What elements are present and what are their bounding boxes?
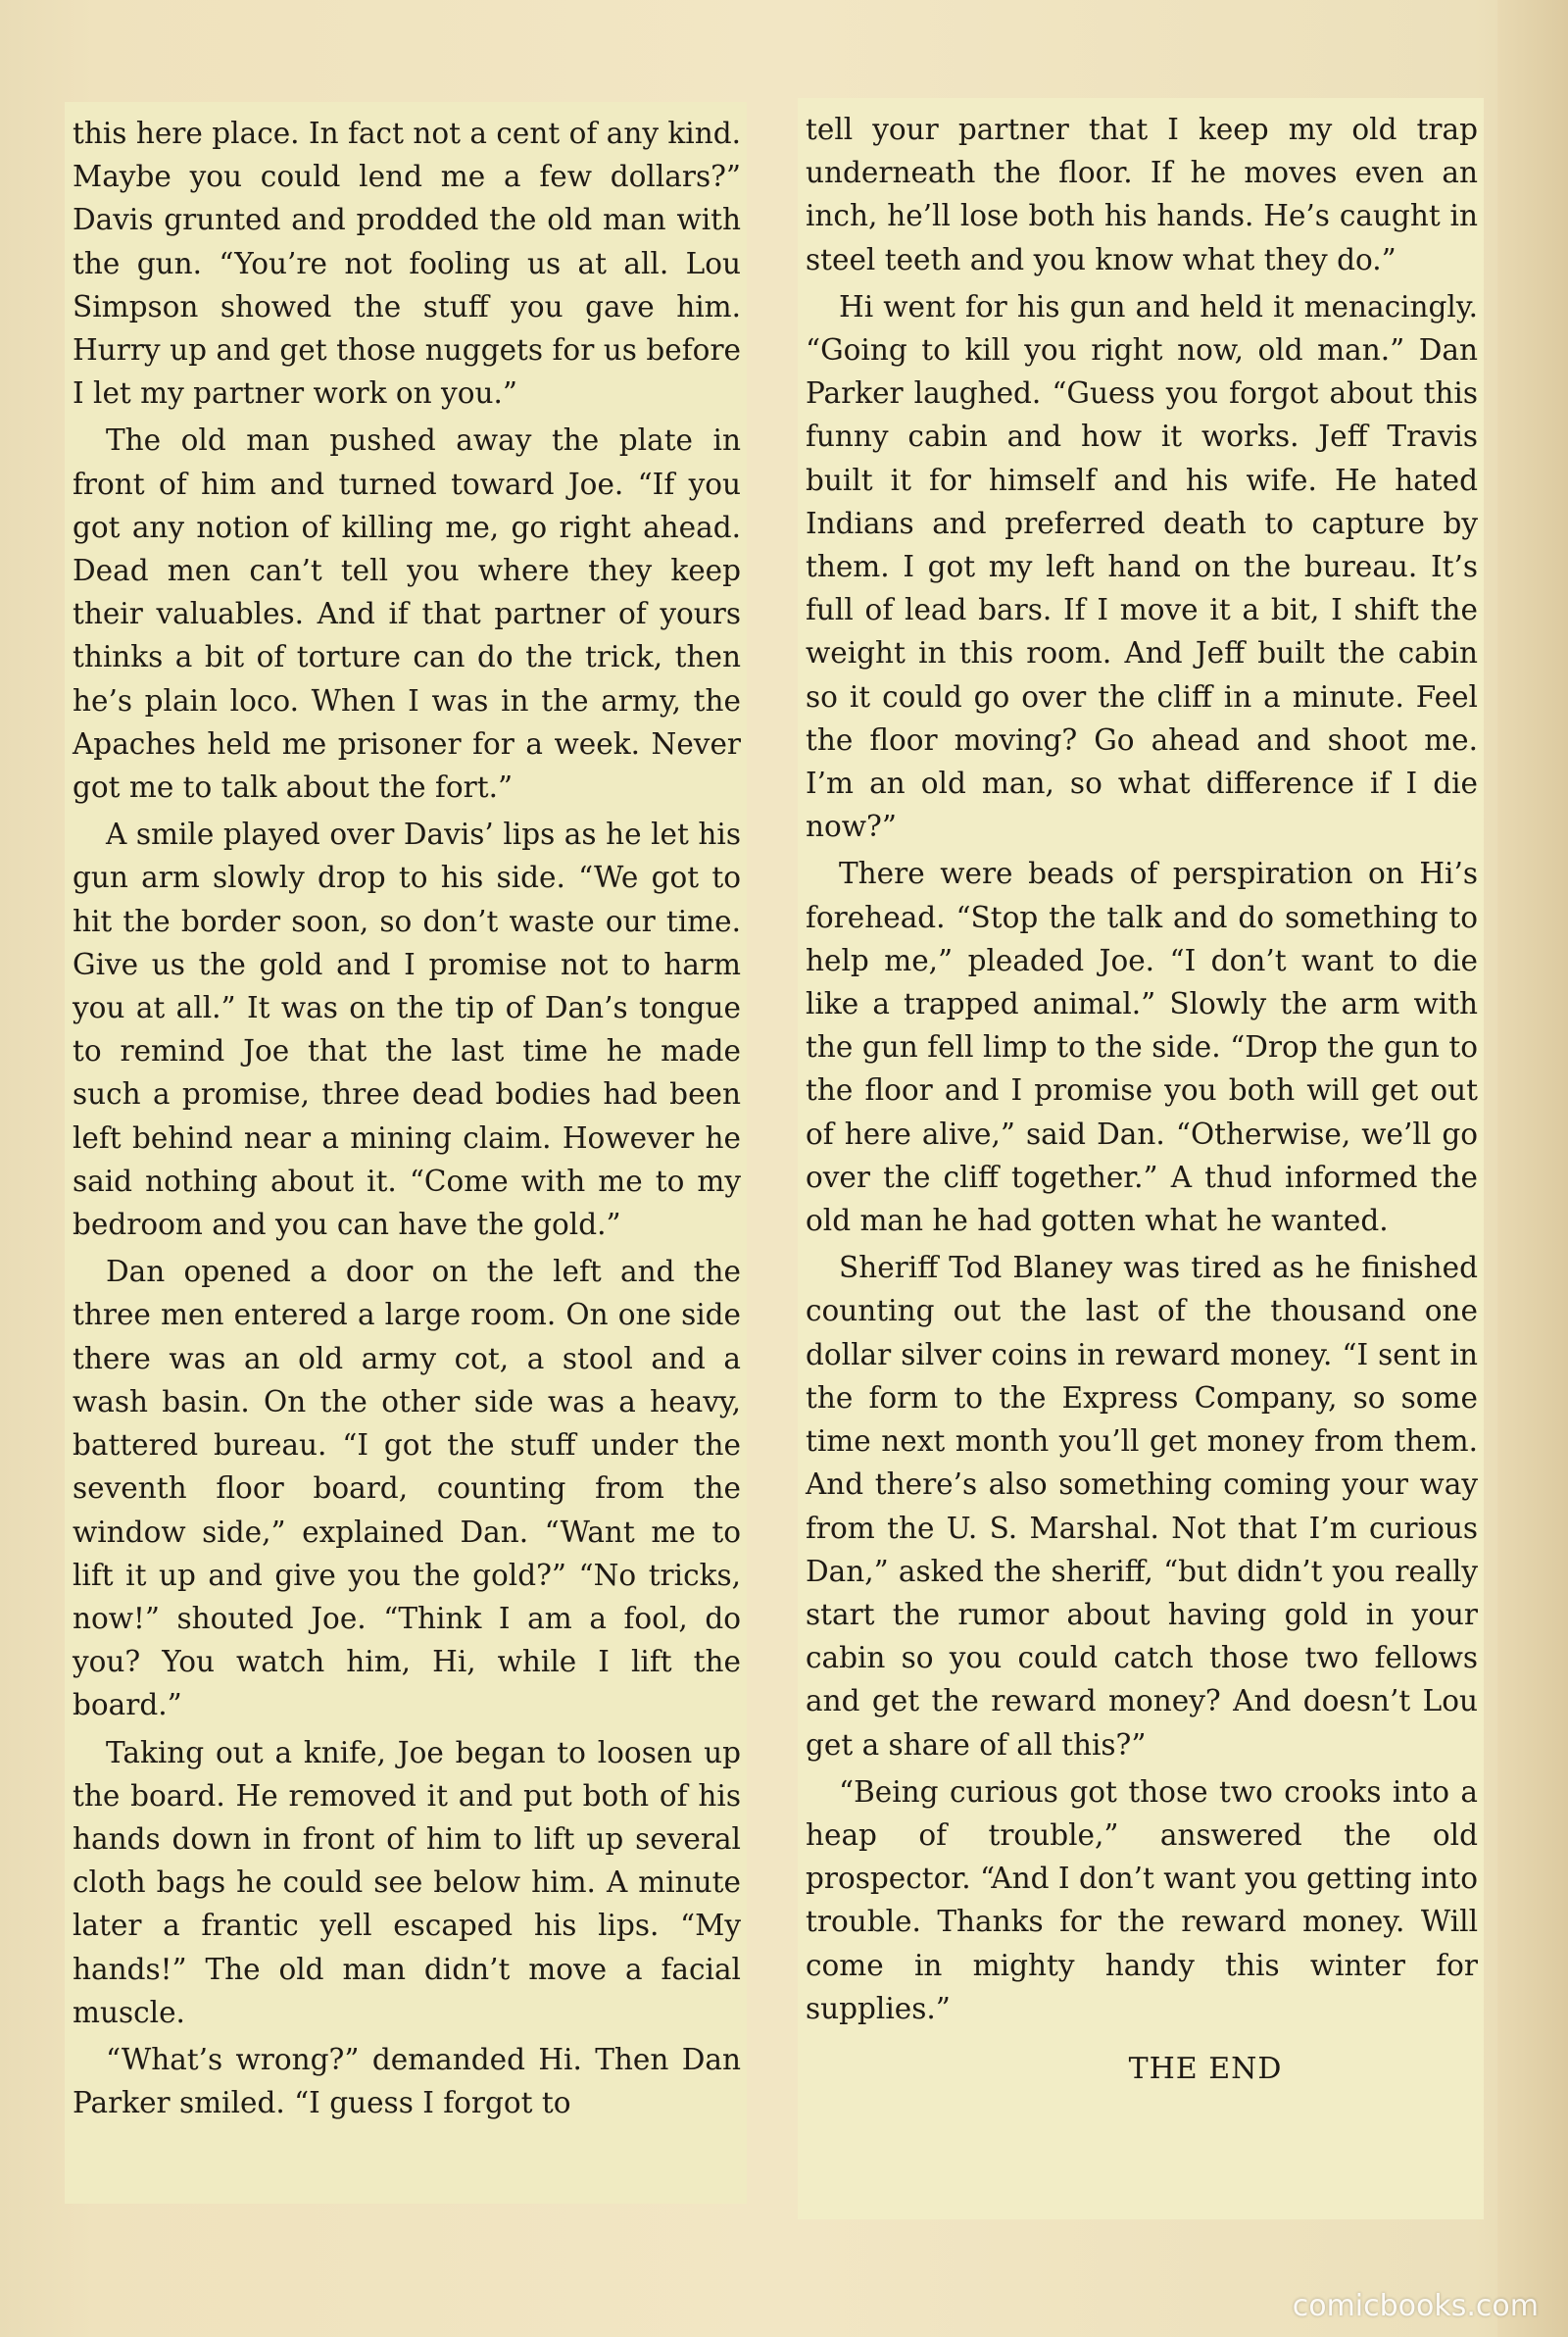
paragraph: tell your partner that I keep my old trap underneath the floor. If he moves even an inch, he’ll lose both his hands. He’s caught in steel teeth and you know what they do.” — [806, 113, 1478, 276]
paragraph: The old man pushed away the plate in front of him and turned toward Joe. “If you got any notion of killing me, go right ahead. Dead men can’t tell you where they keep their valuables. And if that partner of yours thinks a bit of torture can do the trick, then he’s plain loco. When I was in the army, the Apaches held me prisoner for a week. Never got me to talk about the fort.” — [73, 423, 741, 805]
page-edge — [1497, 0, 1568, 2337]
story-column-left — [65, 102, 747, 2204]
paragraph: “What’s wrong?” demanded Hi. Then Dan Parker smiled. “I guess I forgot to — [73, 2042, 741, 2120]
paragraph: A smile played over Davis’ lips as he let his gun arm slowly drop to his side. “We got to hit the border soon, so don’t waste our time. Give us the gold and I promise not to harm you at all.” It was on the tip of Dan’s tongue to remind Joe that the last time he made such a promise, three dead bodies had been left behind near a mining claim. However he said nothing about it. “Come with me to my bedroom and you can have the gold.” — [73, 818, 741, 1242]
paragraph: Dan opened a door on the left and the three men entered a large room. On one side there was an old army cot, a stool and a wash basin. On the other side was a heavy, battered bureau. “I got the stuff under the seventh floor board, counting from the window side,” explained Dan. “Want me to lift it up and give you the gold?” “No tricks, now!” shouted Joe. “Think I am a fool, do you? You watch him, Hi, while I lift the board.” — [73, 1255, 741, 1722]
the-end-label: THE END — [1128, 2051, 1283, 2086]
paragraph: There were beads of perspiration on Hi’s forehead. “Stop the talk and do something to help me,” pleaded Joe. “I don’t want to die like a trapped animal.” Slowly the arm with the gun fell limp to the side. “Drop the gun to the floor and I promise you both will get out of here alive,” said Dan. “Otherwise, we’ll go over the cliff together.” A thud informed the old man he had gotten what he wanted. — [806, 857, 1478, 1238]
paragraph: Hi went for his gun and held it menacingly. “Going to kill you right now, old man.” Dan Parker laughed. “Guess you forgot about this funny cabin and how it works. Jeff Travis built it for himself and his wife. He hated Indians and preferred death to capture by them. I got my left hand on the bureau. It’s full of lead bars. If I move it a bit, I shift the weight in this room. And Jeff built the cabin so it could go over the cliff in a minute. Feel the floor moving? Go ahead and shoot me. I’m an old man, so what difference if I die now?” — [806, 289, 1478, 844]
story-column-right — [798, 98, 1484, 2219]
site-watermark: comicbooks.com — [1292, 2289, 1539, 2323]
paragraph: Sheriff Tod Blaney was tired as he finished counting out the last of the thousand one dollar silver coins in reward money. “I sent in the form to the Express Company, so some time next month you’ll get money from them. And there’s also something coming your way from the U. S. Marshal. Not that I’m curious Dan,” asked the sheriff, “but didn’t you really start the rumor about having gold in your cabin so you could catch those two fellows and get the reward money? And doesn’t Lou get a share of all this?” — [806, 1251, 1478, 1762]
paragraph: Taking out a knife, Joe began to loosen up the board. He removed it and put both of his hands down in front of him to lift up several cloth bags he could see below him. A minute later a frantic yell escaped his lips. “My hands!” The old man didn’t move a facial muscle. — [73, 1735, 741, 2029]
paragraph: this here place. In fact not a cent of any kind. Maybe you could lend me a few dollars?” Davis grunted and prodded the old man with the gun. “You’re not fooling us at all. Lou Simpson showed the stuff you gave him. Hurry up and get those nuggets for us before I let my partner work on you.” — [73, 117, 741, 411]
paragraph: “Being curious got those two crooks into a heap of trouble,” answered the old prospector. “And I don’t want you getting into trouble. Thanks for the reward money. Will come in mighty handy this winter for supplies.” — [806, 1774, 1478, 2025]
